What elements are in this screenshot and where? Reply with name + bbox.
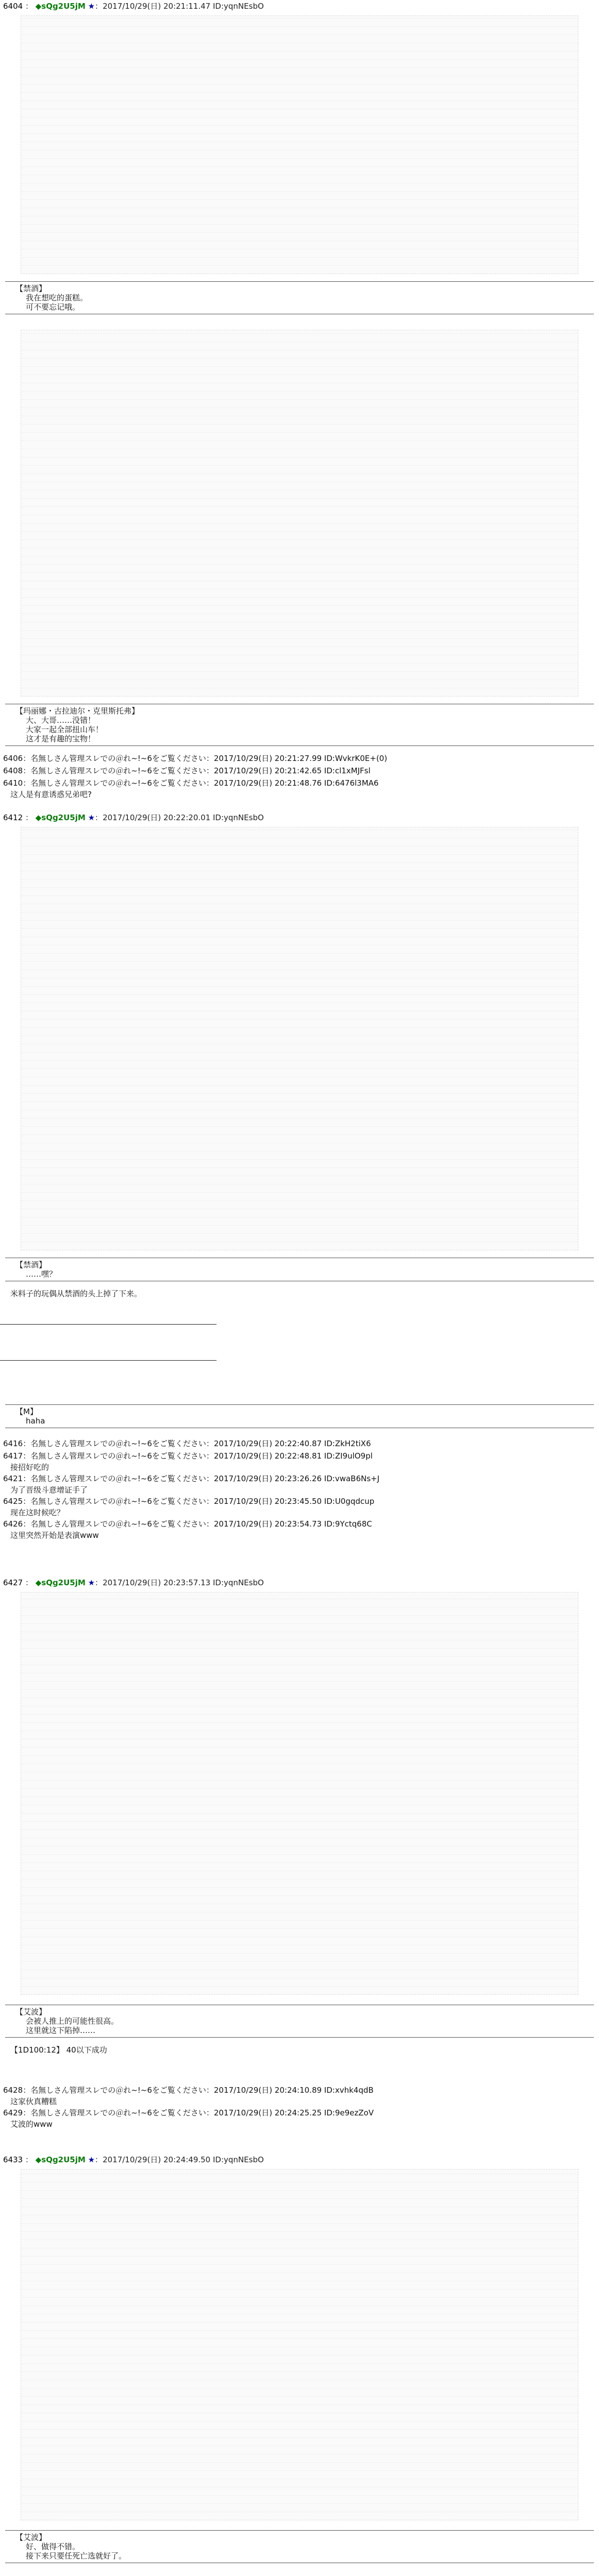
- replies: [0, 752, 599, 800]
- dialogue-box: 【禁酒】 ……嘿？ 米料子的玩偶从禁酒的头上掉了下来。: [0, 1255, 599, 1299]
- post: 6433 ： ◆sQg2U5jM ★：2017/10/29(日) 20:24:49.50 ID:yqnNEsbO: [3, 2155, 264, 2164]
- reply-line: 6408：名無しさん管理スレでの＠れ~!~6をご覧ください：2017/10/29(日) 20:21:42.65 ID:cl1xMJFsl: [3, 766, 371, 775]
- ascii-art: [21, 1592, 578, 1995]
- speech-line: 我在想吃的蛋糕。: [26, 293, 88, 302]
- poster-name: ◆sQg2U5jM: [35, 2, 86, 11]
- speech-line: 大家一起全部扭山车！: [26, 725, 104, 734]
- narration: 米料子的玩偶从禁酒的头上掉了下来。: [10, 1289, 142, 1298]
- ascii-art: [21, 15, 578, 274]
- ascii-art: [21, 827, 578, 1250]
- speaker-label: 【禁酒】: [15, 284, 47, 293]
- post-date: 2017/10/29(日) 20:21:11.47: [103, 2, 211, 11]
- post: [0, 0, 599, 12]
- speech-line: 可不要忘记哦。: [26, 302, 80, 312]
- post-id[interactable]: ID:yqnNEsbO: [213, 2, 264, 11]
- reply-line: 6410：名無しさん管理スレでの＠れ~!~6をご覧ください：2017/10/29(日) 20:21:48.76 ID:6476l3MA6: [3, 778, 379, 788]
- post: [0, 1577, 599, 1589]
- dialogue-box: [0, 701, 599, 746]
- dialogue-box: 【艾波】 好、做得不错。 接下来只要任死亡选就好了。: [0, 2527, 599, 2563]
- post-number[interactable]: 6404: [3, 2, 23, 11]
- ascii-art: [21, 330, 578, 697]
- speech-line: 这才是有趣的宝物！: [26, 734, 96, 743]
- post-header: 6404 ： ◆sQg2U5jM ★：2017/10/29(日) 20:21:11.47 ID:yqnNEsbO: [3, 2, 264, 11]
- reply-text: 这人是有意诱惑兄弟吧?: [10, 790, 92, 799]
- speech-line: 大、大哥……没错！: [26, 716, 96, 725]
- speaker-label: 【玛丽娜・古拉迪尔・克里斯托弗】: [15, 706, 140, 716]
- post-header: 6412 ： ◆sQg2U5jM ★：2017/10/29(日) 20:22:20.01 ID:yqnNEsbO: [3, 813, 264, 822]
- reply-line: 6406：名無しさん管理スレでの＠れ~!~6をご覧ください：2017/10/29(日) 20:21:27.99 ID:WvkrK0E+(0): [3, 754, 388, 763]
- divider: [0, 1324, 217, 1325]
- replies: 6428：名無しさん管理スレでの＠れ~!~6をご覧ください：2017/10/29(日) 20:24:10.89 ID:xvhk4qdB 这家伙真糟糕 6429：名無しさん管理スレでの＠れ~!~6をご覧ください：2017/10/29(日) 20:24:25.25 ID:9e9ezZoV 艾波的www: [3, 2086, 374, 2129]
- dialogue-box: [0, 278, 599, 314]
- post: [0, 811, 599, 824]
- post-header: 6427 ： ◆sQg2U5jM ★：2017/10/29(日) 20:23:57.13 ID:yqnNEsbO: [3, 1578, 264, 1587]
- dialogue-box: 【M】 haha: [0, 1401, 599, 1428]
- dice-roll: 【1D100:12】 40以下成功: [10, 2045, 107, 2055]
- dialogue-box: 【艾波】 会被人推上的可能性很高。 这里就这下陷掉…… 【1D100:12】 40以下成功: [0, 2002, 599, 2055]
- divider: [0, 1360, 217, 1361]
- ascii-art: [21, 2169, 578, 2520]
- replies: 6416：名無しさん管理スレでの＠れ~!~6をご覧ください：2017/10/29(日) 20:22:40.87 ID:ZkH2tiX6 6417：名無しさん管理スレでの＠れ~!~6をご覧ください：2017/10/29(日) 20:22:48.81 ID:ZI9ulO9pl 接招好吃的 6421：名無しさん管理スレでの＠れ~!~6をご覧ください：2017/10/29(日) 20:23:26.26 ID:vwaB6Ns+J 为了晋级斗意增证手了 6425：名無しさん管理スレでの＠れ~!~6をご覧ください：2017/10/29(日) 20:23:45.50 ID:U0gqdcup 现在这时候吃？ 6426：名無しさん管理スレでの＠れ~!~6をご覧ください：2017/10/29(日) 20:23:54.73 ID:9Yctq68C 这里突然开始是表演www: [3, 1439, 380, 1540]
